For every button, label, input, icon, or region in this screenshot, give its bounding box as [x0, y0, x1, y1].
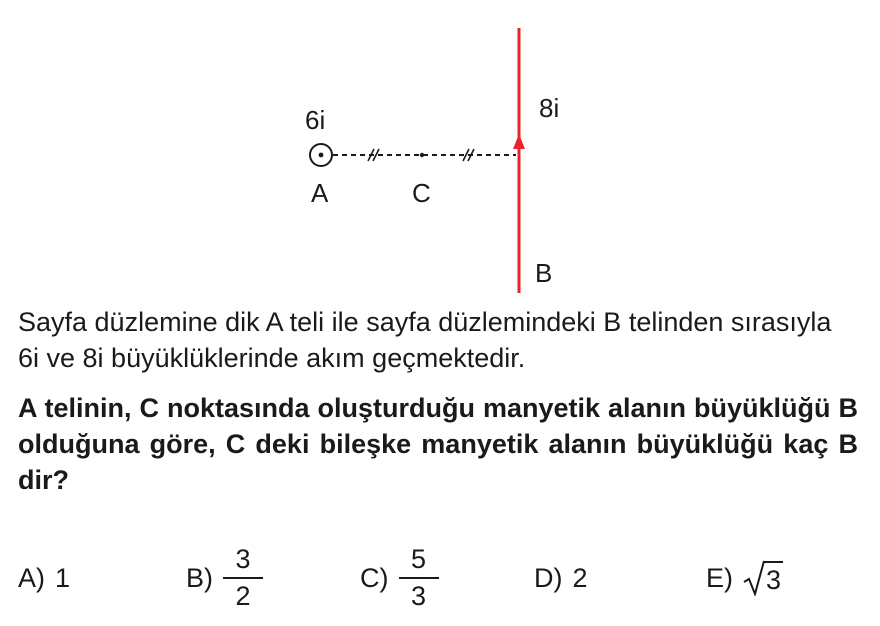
choice-e-letter: E) [706, 562, 733, 593]
wire-a-current-label: 6i [305, 105, 326, 135]
point-c-dot [420, 153, 424, 157]
choice-c[interactable] [360, 544, 439, 611]
wire-a-dot [319, 153, 324, 158]
choice-e-sqrt [743, 560, 783, 596]
problem-statement: Sayfa düzlemine dik A teli ile sayfa düzlemindeki B telinden sırasıyla 6i ve 8i büyüklüklerinde akım geçmektedir. [18, 307, 832, 373]
choice-c-letter: C) [360, 562, 389, 593]
choice-b-denominator: 2 [235, 581, 251, 611]
wire-a-label: A [311, 178, 329, 208]
circuit-figure [0, 0, 880, 300]
choice-d-letter: D) [534, 562, 563, 593]
point-c-label: C [412, 178, 431, 208]
choice-d-value: 2 [572, 562, 588, 593]
choice-e-radicand: 3 [764, 561, 783, 596]
wire-b-label: B [535, 258, 553, 288]
radical-sign-icon [743, 560, 765, 596]
problem-question: A telinin, C noktasında oluşturduğu manyetik alanın büyüklüğü B olduğuna göre, C deki bileşke manyetik alanın büyüklüğü kaç B dir? [18, 393, 858, 495]
choice-c-fraction [399, 546, 439, 610]
choice-e[interactable] [706, 548, 783, 608]
figure-drawing [0, 0, 880, 300]
choice-b-numerator: 3 [235, 544, 251, 574]
choice-d[interactable] [534, 548, 588, 608]
choice-c-denominator: 3 [410, 581, 427, 611]
choice-a[interactable] [18, 548, 70, 608]
choice-b-letter: B) [186, 562, 213, 593]
choice-a-letter: A) [18, 562, 45, 593]
choice-b-fraction [223, 546, 263, 610]
wire-b-current-label: 8i [539, 93, 560, 123]
choice-b[interactable] [186, 544, 263, 611]
wire-b-arrow-icon [513, 134, 525, 149]
choice-c-numerator: 5 [410, 544, 427, 574]
choice-a-value: 1 [55, 562, 71, 593]
